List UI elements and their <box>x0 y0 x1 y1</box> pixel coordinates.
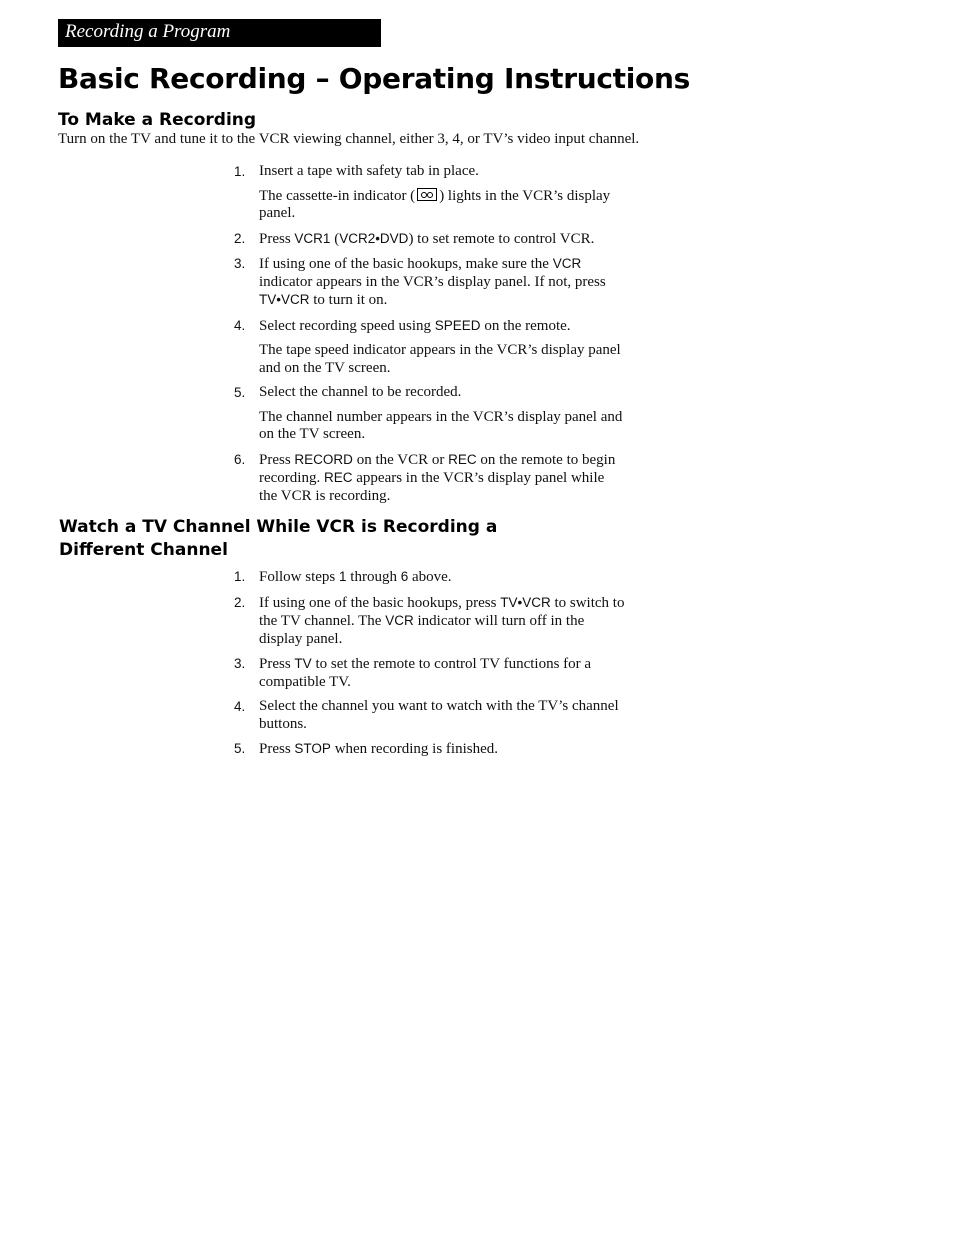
step-text: Insert a tape with safety tab in place. <box>259 163 479 179</box>
step-text: Select the channel to be recorded. <box>259 384 462 400</box>
step-text: Press VCR1 (VCR2•DVD) to set remote to control VCR. <box>259 230 595 247</box>
step-text: If using one of the basic hookups, make sure the VCR indicator appears in the VCR’s display panel. If not, press TV•VCR to turn it on. <box>259 256 606 308</box>
step-item <box>234 594 626 649</box>
step-text: Press RECORD on the VCR or REC on the remote to begin recording. REC appears in the VCR’s display panel while the VCR is recording. <box>259 451 616 504</box>
intro-text: Turn on the TV and tune it to the VCR viewing channel, either 3, 4, or TV’s video input channel. <box>58 131 640 147</box>
step-text: Select recording speed using SPEED on the remote. <box>259 317 571 334</box>
step-item <box>234 698 626 733</box>
step-number: 2. <box>234 594 246 610</box>
step-text: Follow steps 1 through 6 above. <box>259 569 452 585</box>
step-number: 2. <box>234 230 246 246</box>
watch-tv-steps <box>234 568 626 766</box>
step-note: The cassette-in indicator ( ) lights in the VCR’s display panel. <box>259 187 611 221</box>
step-item <box>234 255 626 310</box>
step-text: Press TV to set the remote to control TV functions for a compatible TV. <box>259 656 592 690</box>
step-item <box>234 230 626 249</box>
step-text: Press STOP when recording is finished. <box>259 741 498 757</box>
step-note: The tape speed indicator appears in the VCR’s display panel and on the TV screen. <box>259 342 621 376</box>
recording-steps <box>234 163 626 512</box>
step-item <box>234 568 626 587</box>
step-number: 3. <box>234 656 246 671</box>
step-number: 1. <box>234 569 246 584</box>
step-item <box>234 655 626 691</box>
step-item <box>234 384 626 444</box>
heading-watch-tv: Watch a TV Channel While VCR is Recording a Different Channel <box>59 517 498 560</box>
step-item <box>234 317 626 378</box>
step-note: The channel number appears in the VCR’s display panel and on the TV screen. <box>259 408 623 442</box>
cassette-icon <box>417 188 437 201</box>
heading-make-recording: To Make a Recording <box>58 110 257 130</box>
step-item <box>234 163 626 223</box>
step-item <box>234 451 626 506</box>
step-item <box>234 740 626 759</box>
step-number: 5. <box>234 741 246 756</box>
section-header-bar <box>58 19 381 47</box>
step-number: 1. <box>234 164 246 179</box>
page-title: Basic Recording – Operating Instructions <box>58 62 690 95</box>
step-number: 5. <box>234 385 246 400</box>
section-label: Recording a Program <box>65 21 231 42</box>
step-number: 6. <box>234 451 246 467</box>
step-number: 4. <box>234 317 246 333</box>
step-number: 3. <box>234 256 246 271</box>
step-text: Select the channel you want to watch with the TV’s channel buttons. <box>259 698 619 732</box>
step-number: 4. <box>234 699 246 714</box>
step-text: If using one of the basic hookups, press TV•VCR to switch to the TV channel. The VCR indicator will turn off in the display panel. <box>259 594 625 647</box>
